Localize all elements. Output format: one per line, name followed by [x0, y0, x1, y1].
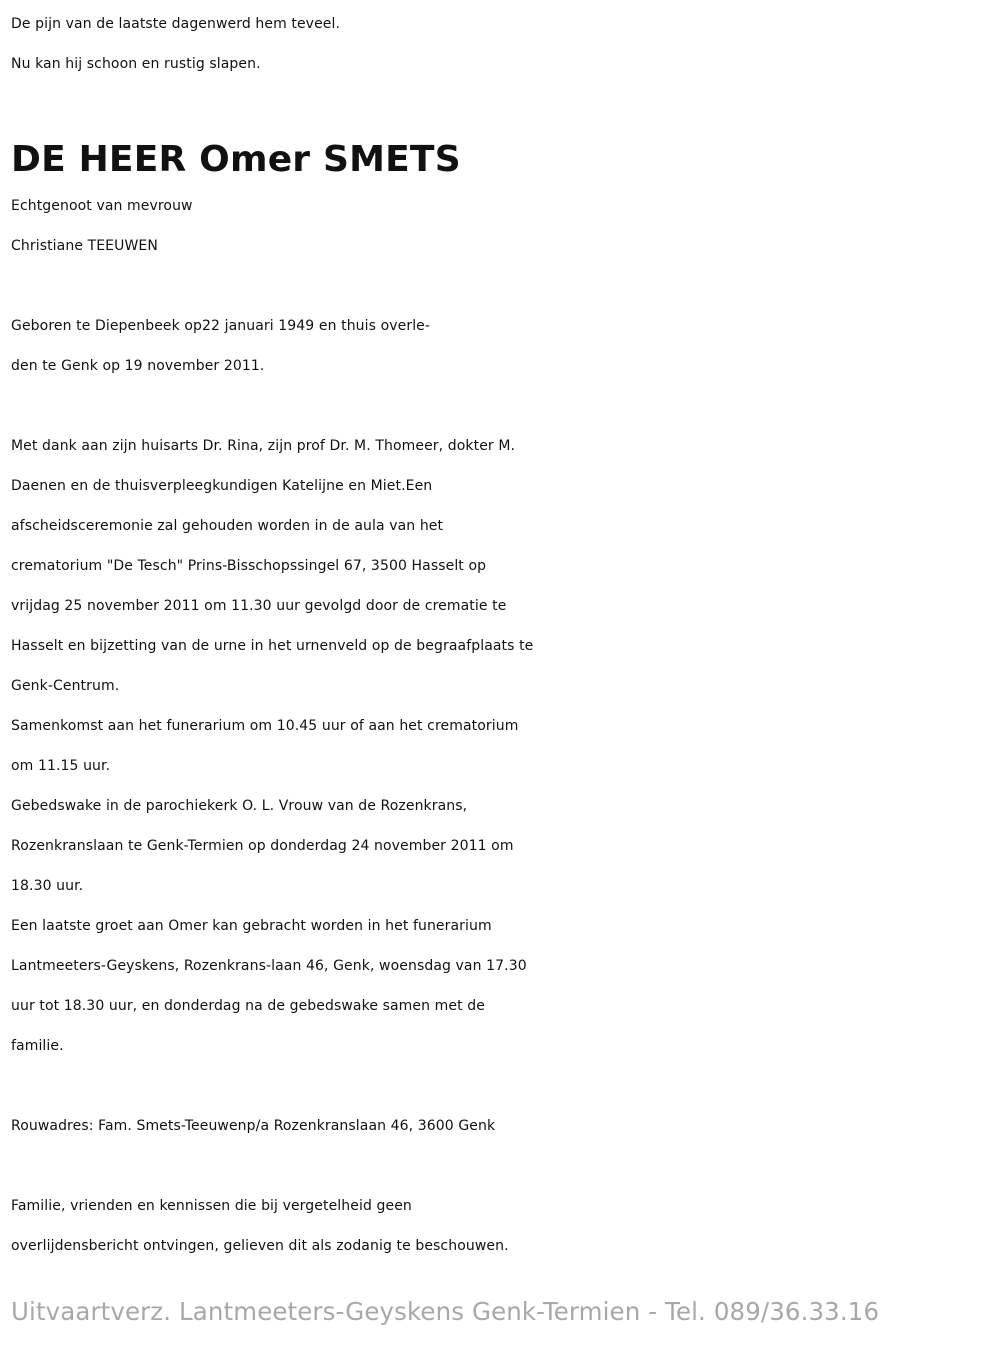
funeral-home-footer: Uitvaartverz. Lantmeeters-Geyskens Genk-Termien - Tel. 089/36.33.16 — [11, 1297, 880, 1326]
ceremony-line: vrijdag 25 november 2011 om 11.30 uur gevolgd door de crematie te — [11, 598, 507, 614]
birth-death-line: den te Genk op 19 november 2011. — [11, 358, 265, 374]
ceremony-line: crematorium "De Tesch" Prins-Bisschopssingel 67, 3500 Hasselt op — [11, 558, 487, 574]
paragraph-gap — [11, 266, 996, 306]
motto-line: Nu kan hij schoon en rustig slapen. — [11, 56, 261, 72]
spouse-line: Christiane TEEUWEN — [11, 238, 158, 254]
ceremony-line: familie. — [11, 1038, 64, 1054]
ceremony-line: Gebedswake in de parochiekerk O. L. Vrouw van de Rozenkrans, — [11, 798, 468, 814]
ceremony-line: Genk-Centrum. — [11, 678, 120, 694]
ceremony-line: om 11.15 uur. — [11, 758, 111, 774]
ceremony-line: Rozenkranslaan te Genk-Termien op donderdag 24 november 2011 om — [11, 838, 514, 854]
paragraph-gap — [11, 1146, 996, 1186]
notice-line: Familie, vrienden en kennissen die bij vergetelheid geen — [11, 1198, 412, 1214]
ceremony-line: Samenkomst aan het funerarium om 10.45 uur of aan het crematorium — [11, 718, 519, 734]
mourning-address: Rouwadres: Fam. Smets-Teeuwenp/a Rozenkranslaan 46, 3600 Genk — [11, 1118, 496, 1134]
obituary-notice — [11, 4, 996, 1266]
deceased-name: DE HEER Omer SMETS — [11, 139, 461, 180]
ceremony-line: uur tot 18.30 uur, en donderdag na de gebedswake samen met de — [11, 998, 485, 1014]
notice-line: overlijdensbericht ontvingen, gelieven dit als zodanig te beschouwen. — [11, 1238, 509, 1254]
ceremony-line: Hasselt en bijzetting van de urne in het urnenveld op de begraafplaats te — [11, 638, 534, 654]
paragraph-gap — [11, 1066, 996, 1106]
spouse-line: Echtgenoot van mevrouw — [11, 198, 193, 214]
ceremony-line: Lantmeeters-Geyskens, Rozenkrans-laan 46, Genk, woensdag van 17.30 — [11, 958, 527, 974]
ceremony-line: Een laatste groet aan Omer kan gebracht worden in het funerarium — [11, 918, 492, 934]
ceremony-line: 18.30 uur. — [11, 878, 84, 894]
ceremony-line: Daenen en de thuisverpleegkundigen Katelijne en Miet.Een — [11, 478, 433, 494]
motto-line: De pijn van de laatste dagenwerd hem teveel. — [11, 16, 341, 32]
birth-death-line: Geboren te Diepenbeek op22 januari 1949 en thuis overle- — [11, 318, 431, 334]
ceremony-line: Met dank aan zijn huisarts Dr. Rina, zijn prof Dr. M. Thomeer, dokter M. — [11, 438, 516, 454]
ceremony-line: afscheidsceremonie zal gehouden worden in de aula van het — [11, 518, 444, 534]
paragraph-gap — [11, 386, 996, 426]
